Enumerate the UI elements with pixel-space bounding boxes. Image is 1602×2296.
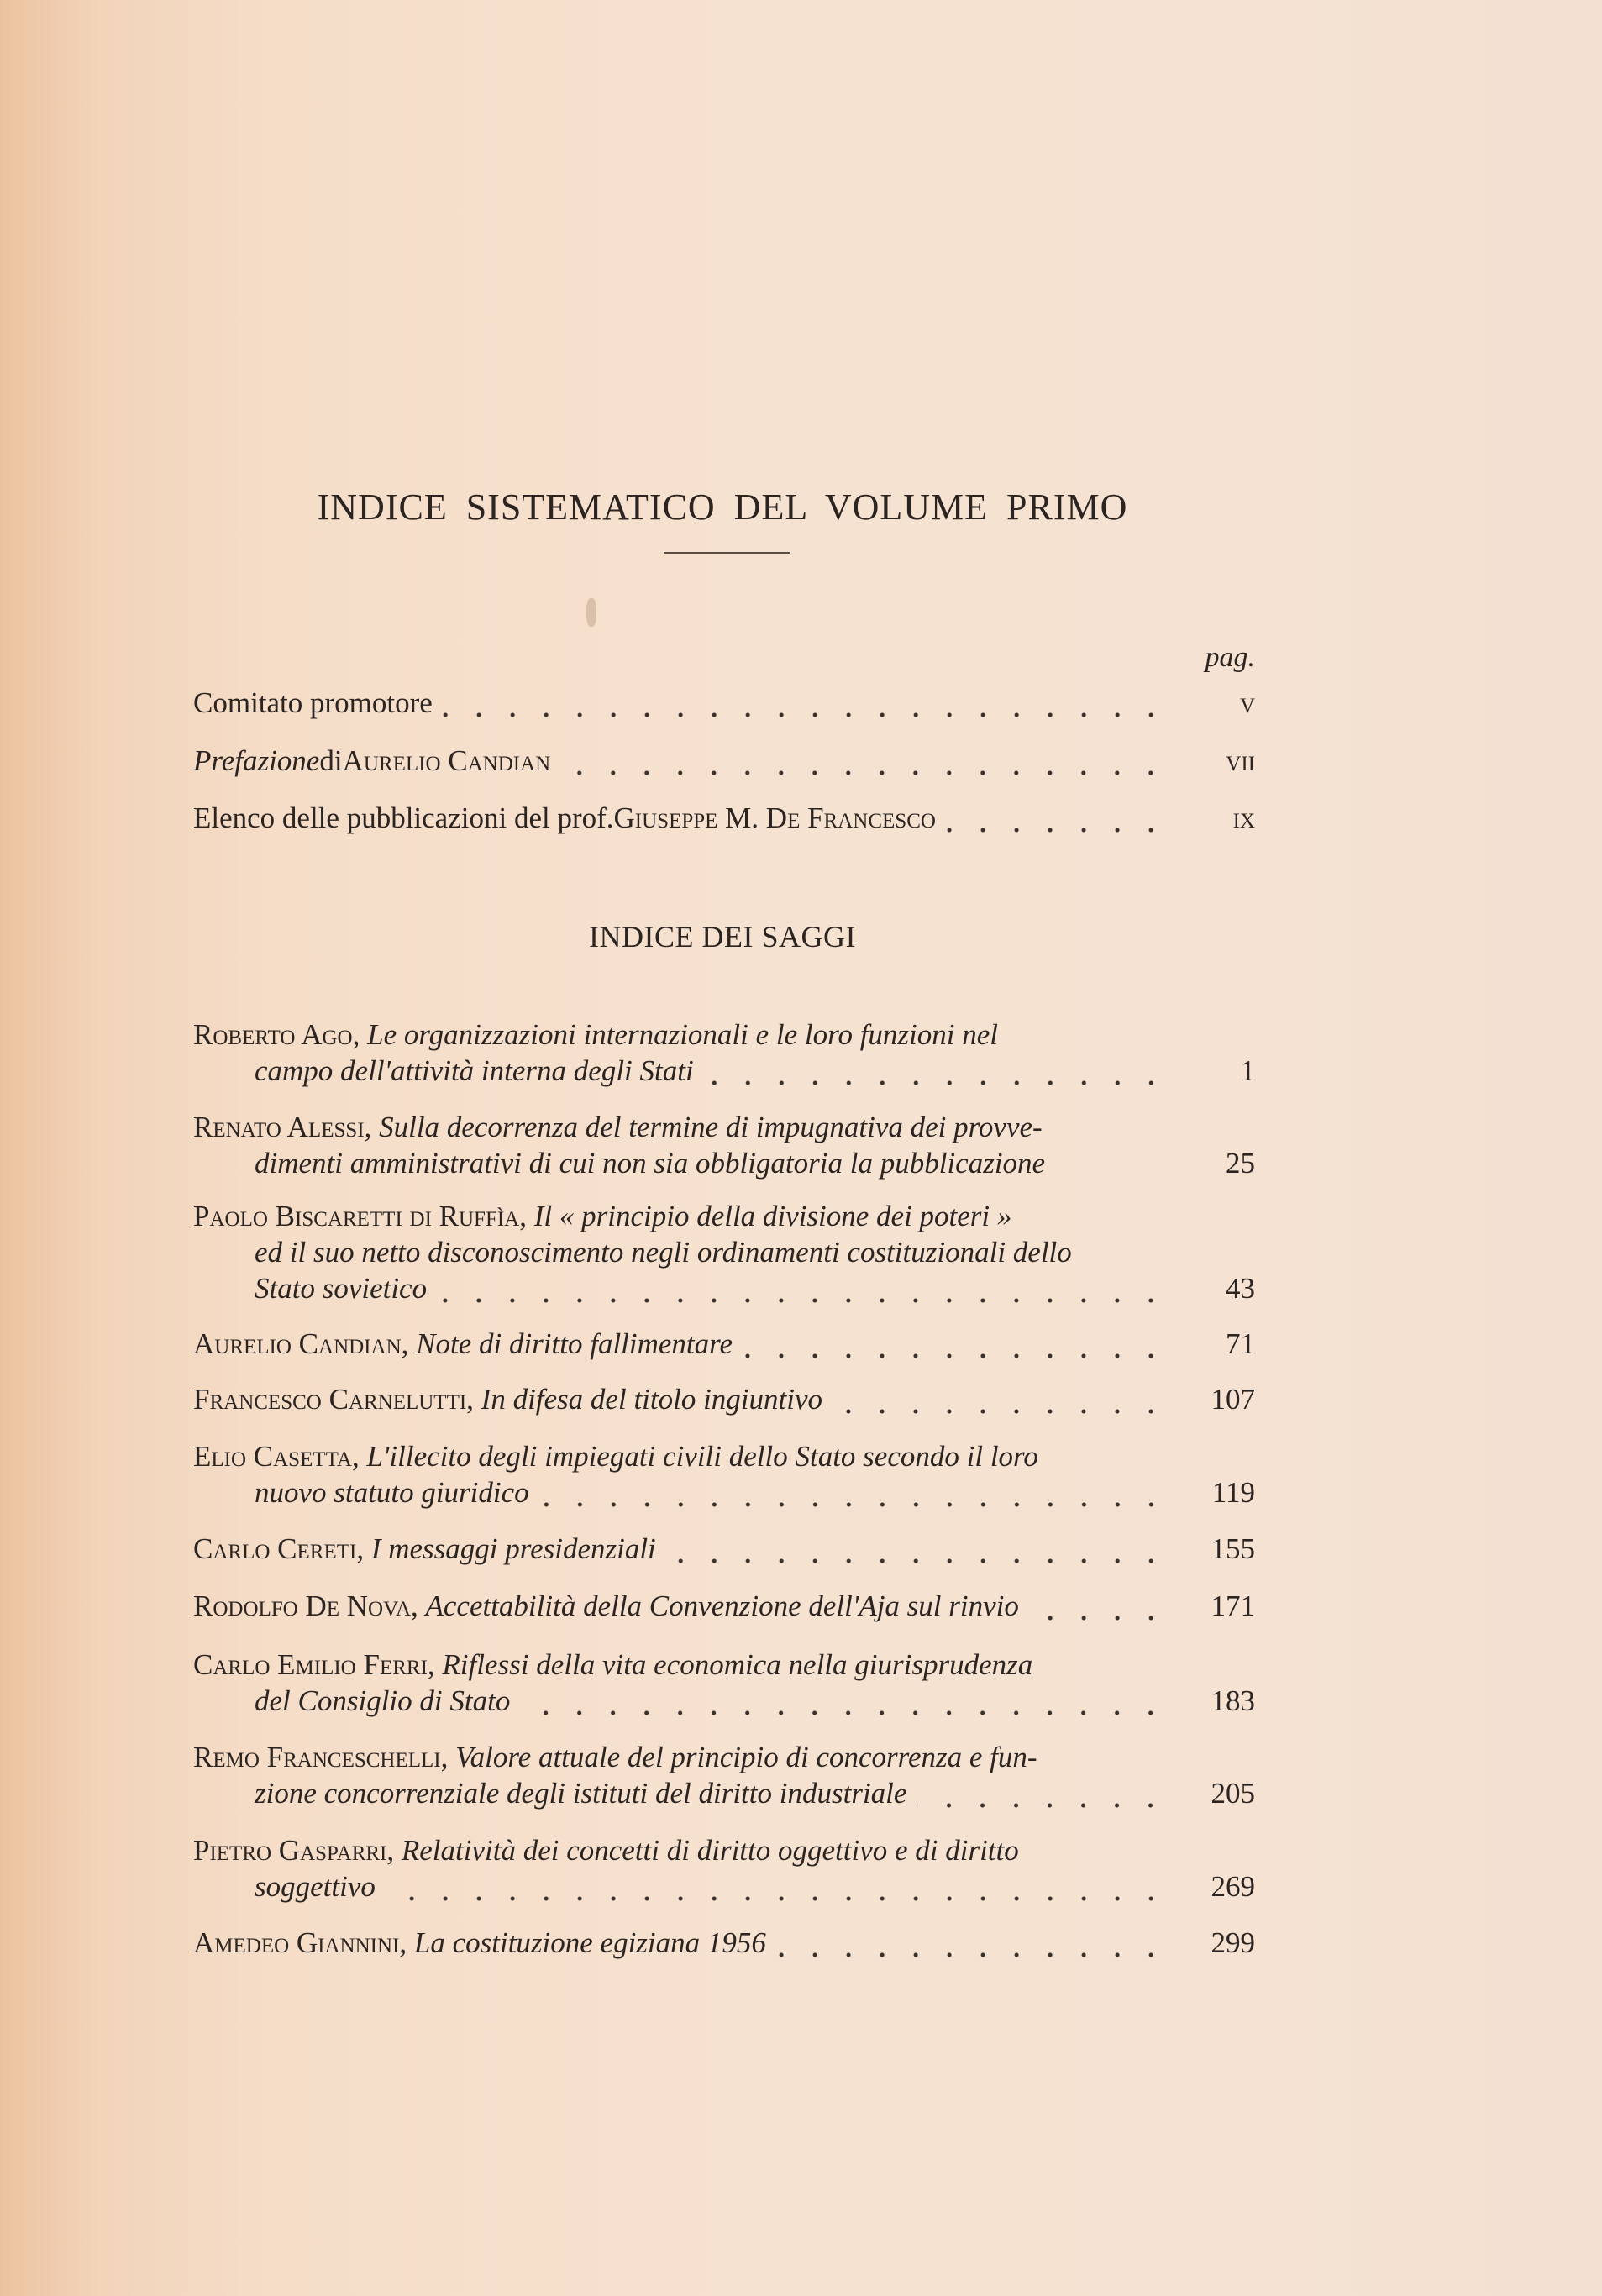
essay-title: I messaggi presidenziali [370,1532,656,1565]
dot-leader [704,1053,1168,1090]
essay-author: Remo Franceschelli [193,1741,441,1773]
page-number: 107 [1211,1383,1255,1416]
author-separator: , [399,1926,414,1959]
essay-title: L'illecito degli impiegati civili dello Stato secondo il loro [366,1440,1038,1473]
essay-entry [193,1198,1255,1235]
essay-entry [193,1381,1255,1418]
entry-text: Prefazione [193,744,320,777]
essay-entry-continuation [255,1234,1255,1271]
essay-author: Elio Casetta [193,1440,352,1473]
essay-title: soggettivo [255,1870,376,1903]
page-number: 205 [1211,1777,1255,1810]
essay-title: Riflessi della vita economica nella giurisprudenza [442,1648,1033,1681]
dot-leader [437,1270,1168,1307]
essay-entry [193,1647,1255,1684]
page-number: 43 [1226,1272,1255,1305]
page-number: 119 [1211,1476,1255,1509]
dot-leader [743,1326,1168,1363]
entry-text: Elenco delle pubblicazioni del prof. [193,801,614,834]
page-number: 171 [1211,1589,1255,1622]
essay-title: del Consiglio di Stato [255,1684,511,1717]
essay-entry [193,1438,1255,1475]
author-separator: , [352,1018,368,1051]
dot-leader [666,1531,1168,1568]
essay-entry [193,1531,1255,1568]
essay-entry [193,1925,1255,1962]
dot-leader [917,1775,1168,1812]
page-number: v [1239,686,1255,719]
author-separator: , [440,1741,456,1773]
toc-entry [193,743,1255,780]
toc-entry [193,685,1255,722]
toc-entry [193,800,1255,837]
title-rule [664,552,790,554]
essay-title: Valore attuale del principio di concorrenza e fun- [455,1741,1037,1773]
essay-entry-continuation [255,1683,1255,1720]
page-column-label: pag. [1205,642,1255,673]
dot-leader [1029,1588,1168,1625]
page-number: 25 [1226,1147,1255,1180]
author-separator: , [386,1834,402,1867]
page-number: 155 [1211,1532,1255,1565]
essay-title: Relatività dei concetti di diritto oggettivo e di diritto [401,1834,1019,1867]
entry-text: di [319,744,343,777]
essay-entry-continuation [255,1145,1255,1182]
author-separator: , [356,1532,371,1565]
author-separator: , [401,1327,417,1360]
dot-leader [539,1474,1168,1511]
essay-author: Francesco Carnelutti [193,1383,467,1416]
essay-entry [193,1588,1255,1625]
dot-leader [776,1925,1168,1962]
author-separator: , [411,1589,426,1622]
entry-text: Comitato promotore [193,686,433,719]
essay-author: Carlo Cereti [193,1532,357,1565]
essay-author: Pietro Gasparri [193,1834,387,1867]
essay-author: Roberto Ago [193,1018,353,1051]
page-title: INDICE SISTEMATICO DEL VOLUME PRIMO [317,486,1128,528]
essay-title: dimenti amministrativi di cui non sia obbligatoria la pubblicazione [255,1147,1046,1180]
essay-author: Carlo Emilio Ferri [193,1648,428,1681]
essay-title: Note di diritto fallimentare [416,1327,733,1360]
page-number: vii [1226,744,1255,777]
page-number: 299 [1211,1926,1255,1959]
page-number: ix [1232,801,1255,834]
essay-author: Paolo Biscaretti di Ruffìa [193,1200,520,1232]
essay-entry-continuation [255,1053,1255,1090]
essay-title: Sulla decorrenza del termine di impugnativa dei provve- [379,1111,1043,1143]
author-separator: , [351,1440,367,1473]
essay-title: ed il suo netto disconoscimento negli ordinamenti costituzionali dello [255,1236,1072,1269]
essays-heading: INDICE DEI SAGGI [589,920,856,954]
essay-author: Renato Alessi [193,1111,365,1143]
dot-leader [833,1381,1168,1418]
dot-leader [520,1683,1168,1720]
page-number: 183 [1211,1684,1255,1717]
entry-text: Aurelio Candian [342,744,551,777]
essay-entry-continuation [255,1775,1255,1812]
essay-entry [193,1017,1255,1053]
essay-entry [193,1326,1255,1363]
paper-stain [586,598,596,627]
page-number: 1 [1240,1054,1255,1087]
essay-title: nuovo statuto giuridico [255,1476,529,1509]
essay-title: zione concorrenziale degli istituti del diritto industriale [255,1777,907,1810]
essay-entry [193,1832,1255,1869]
essay-title: Accettabilità della Convenzione dell'Aja sul rinvio [425,1589,1019,1622]
essay-author: Rodolfo De Nova [193,1589,411,1622]
dot-leader [443,685,1168,722]
essay-entry-continuation [255,1270,1255,1307]
author-separator: , [364,1111,380,1143]
essay-author: Amedeo Giannini [193,1926,400,1959]
author-separator: , [466,1383,481,1416]
essay-author: Aurelio Candian [193,1327,402,1360]
entry-text: Giuseppe M. De Francesco [613,801,936,834]
dot-leader [560,743,1168,780]
dot-leader [386,1868,1168,1905]
essay-title: La costituzione egiziana 1956 [413,1926,766,1959]
dot-leader [946,800,1168,837]
essay-title: Le organizzazioni internazionali e le loro funzioni nel [367,1018,999,1051]
essay-title: Il « principio della divisione dei poteri » [533,1200,1012,1232]
essay-title: Stato sovietico [255,1272,428,1305]
page-number: 269 [1211,1870,1255,1903]
essay-entry-continuation [255,1474,1255,1511]
essay-entry-continuation [255,1868,1255,1905]
essay-entry [193,1109,1255,1146]
essay-title: campo dell'attività interna degli Stati [255,1054,694,1087]
author-separator: , [427,1648,443,1681]
essay-title: In difesa del titolo ingiuntivo [481,1383,823,1416]
dot-leader [1055,1145,1168,1182]
author-separator: , [519,1200,534,1232]
page-number: 71 [1226,1327,1255,1360]
essay-entry [193,1739,1255,1776]
